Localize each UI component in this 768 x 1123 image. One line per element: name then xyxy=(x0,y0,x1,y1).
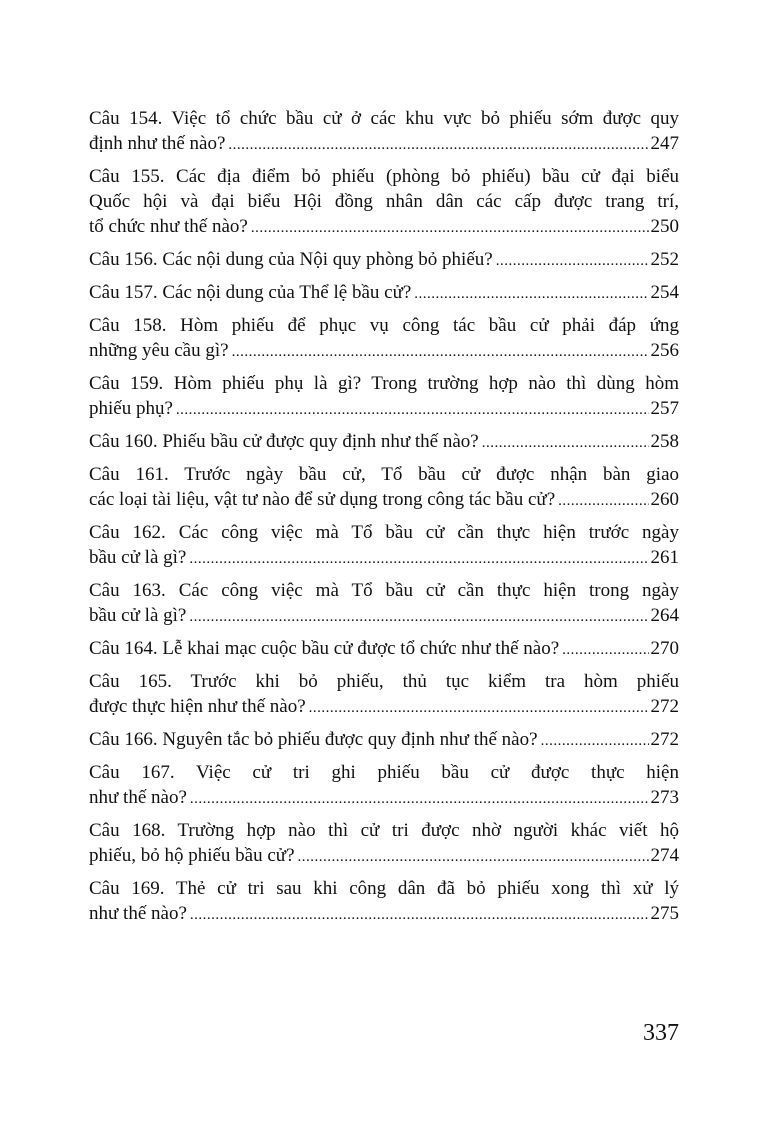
toc-entry-title: Câu 166. Nguyên tắc bỏ phiếu được quy định như thế nào? xyxy=(89,729,538,750)
dot-leader xyxy=(298,845,649,868)
toc-entry[interactable] xyxy=(89,876,679,926)
toc-entry-page: 256 xyxy=(650,340,679,361)
dot-leader xyxy=(414,282,648,305)
toc-entry-title: Câu 156. Các nội dung của Nội quy phòng bỏ phiếu? xyxy=(89,249,493,270)
toc-entry-page: 270 xyxy=(650,638,679,659)
toc-entry-title: phiếu, bỏ hộ phiếu bầu cử? xyxy=(89,845,295,866)
toc-entry-line: Câu 162. Các công việc mà Tổ bầu cử cần thực hiện trước ngày xyxy=(89,522,679,543)
toc-entry[interactable] xyxy=(89,520,679,570)
dot-leader xyxy=(562,638,648,661)
toc-entry[interactable] xyxy=(89,106,679,156)
toc-entry-line: Câu 169. Thẻ cử tri sau khi công dân đã bỏ phiếu xong thì xử lý xyxy=(89,878,679,899)
dot-leader xyxy=(189,547,648,570)
toc-entry-leader-line xyxy=(89,545,679,570)
toc-entry-page: 250 xyxy=(650,216,679,237)
toc-entry-leader-line xyxy=(89,396,679,421)
toc-entry-page: 254 xyxy=(650,282,679,303)
page-number: 337 xyxy=(643,1020,679,1046)
toc-entry-line: Câu 154. Việc tổ chức bầu cử ở các khu vực bỏ phiếu sớm được quy xyxy=(89,108,679,129)
toc-entry[interactable] xyxy=(89,636,679,661)
toc-entry[interactable] xyxy=(89,247,679,272)
toc-entry-leader-line xyxy=(89,694,679,719)
toc-entry[interactable] xyxy=(89,429,679,454)
toc-entry-line: Quốc hội và đại biểu Hội đồng nhân dân các cấp được trang trí, xyxy=(89,191,679,212)
toc-entry-title: như thế nào? xyxy=(89,787,187,808)
toc-entry-title: các loại tài liệu, vật tư nào để sử dụng trong công tác bầu cử? xyxy=(89,489,556,510)
dot-leader xyxy=(190,787,649,810)
toc-entry-leader-line xyxy=(89,603,679,628)
toc-entry-page: 272 xyxy=(650,729,679,750)
toc-entry-page: 260 xyxy=(650,489,679,510)
dot-leader xyxy=(251,216,649,239)
toc-entry-leader-line xyxy=(89,785,679,810)
toc-entry[interactable] xyxy=(89,669,679,719)
toc-entry-leader-line xyxy=(89,487,679,512)
toc-entry-page: 257 xyxy=(650,398,679,419)
toc-entry-title: bầu cử là gì? xyxy=(89,605,187,626)
toc-entry-leader-line xyxy=(89,338,679,363)
toc-entry-leader-line xyxy=(89,727,679,752)
toc-entry-leader-line xyxy=(89,247,679,272)
toc-entry-line: Câu 168. Trường hợp nào thì cử tri được nhờ người khác viết hộ xyxy=(89,820,679,841)
toc-entry[interactable] xyxy=(89,371,679,421)
toc-entry-title: bầu cử là gì? xyxy=(89,547,187,568)
toc-entry-leader-line xyxy=(89,636,679,661)
dot-leader xyxy=(309,696,649,719)
toc-entry-line: Câu 158. Hòm phiếu để phục vụ công tác bầu cử phải đáp ứng xyxy=(89,315,679,336)
dot-leader xyxy=(558,489,648,512)
dot-leader xyxy=(228,133,648,156)
toc-entry[interactable] xyxy=(89,313,679,363)
toc-entry-title: như thế nào? xyxy=(89,903,187,924)
toc-entry-title: tổ chức như thế nào? xyxy=(89,216,248,237)
dot-leader xyxy=(496,249,649,272)
toc-entry-title: Câu 160. Phiếu bầu cử được quy định như thế nào? xyxy=(89,431,479,452)
toc-entry[interactable] xyxy=(89,280,679,305)
toc-entry-page: 264 xyxy=(650,605,679,626)
toc-entry[interactable] xyxy=(89,727,679,752)
toc-entry-page: 275 xyxy=(650,903,679,924)
toc-entry-line: Câu 155. Các địa điểm bỏ phiếu (phòng bỏ phiếu) bầu cử đại biểu xyxy=(89,166,679,187)
toc-entry-leader-line xyxy=(89,280,679,305)
toc-entry[interactable] xyxy=(89,164,679,239)
toc-entry[interactable] xyxy=(89,578,679,628)
toc-entry-title: Câu 164. Lễ khai mạc cuộc bầu cử được tổ chức như thế nào? xyxy=(89,638,560,659)
toc-entry-page: 273 xyxy=(650,787,679,808)
toc-entry[interactable] xyxy=(89,818,679,868)
toc-entry-title: phiếu phụ? xyxy=(89,398,173,419)
toc-entry-leader-line xyxy=(89,131,679,156)
dot-leader xyxy=(482,431,649,454)
dot-leader xyxy=(190,903,649,926)
toc-entry-page: 258 xyxy=(650,431,679,452)
toc-entry-page: 261 xyxy=(650,547,679,568)
toc-entry-line: Câu 165. Trước khi bỏ phiếu, thủ tục kiểm tra hòm phiếu xyxy=(89,671,679,692)
toc-entry-leader-line xyxy=(89,901,679,926)
toc-entry-leader-line xyxy=(89,843,679,868)
table-of-contents xyxy=(89,106,679,934)
toc-entry-line: Câu 161. Trước ngày bầu cử, Tổ bầu cử được nhận bàn giao xyxy=(89,464,679,485)
toc-entry-line: Câu 159. Hòm phiếu phụ là gì? Trong trường hợp nào thì dùng hòm xyxy=(89,373,679,394)
toc-entry-title: được thực hiện như thế nào? xyxy=(89,696,306,717)
toc-entry-page: 252 xyxy=(650,249,679,270)
toc-entry-title: Câu 157. Các nội dung của Thể lệ bầu cử? xyxy=(89,282,412,303)
toc-entry[interactable] xyxy=(89,462,679,512)
dot-leader xyxy=(176,398,649,421)
toc-entry-page: 274 xyxy=(650,845,679,866)
toc-entry-leader-line xyxy=(89,429,679,454)
toc-entry-page: 272 xyxy=(650,696,679,717)
toc-entry-line: Câu 167. Việc cử tri ghi phiếu bầu cử được thực hiện xyxy=(89,762,679,783)
dot-leader xyxy=(232,340,649,363)
toc-entry-title: những yêu cầu gì? xyxy=(89,340,229,361)
dot-leader xyxy=(541,729,649,752)
dot-leader xyxy=(189,605,648,628)
toc-entry-leader-line xyxy=(89,214,679,239)
toc-entry-page: 247 xyxy=(650,133,679,154)
toc-entry-title: định như thế nào? xyxy=(89,133,226,154)
toc-entry-line: Câu 163. Các công việc mà Tổ bầu cử cần thực hiện trong ngày xyxy=(89,580,679,601)
toc-entry[interactable] xyxy=(89,760,679,810)
